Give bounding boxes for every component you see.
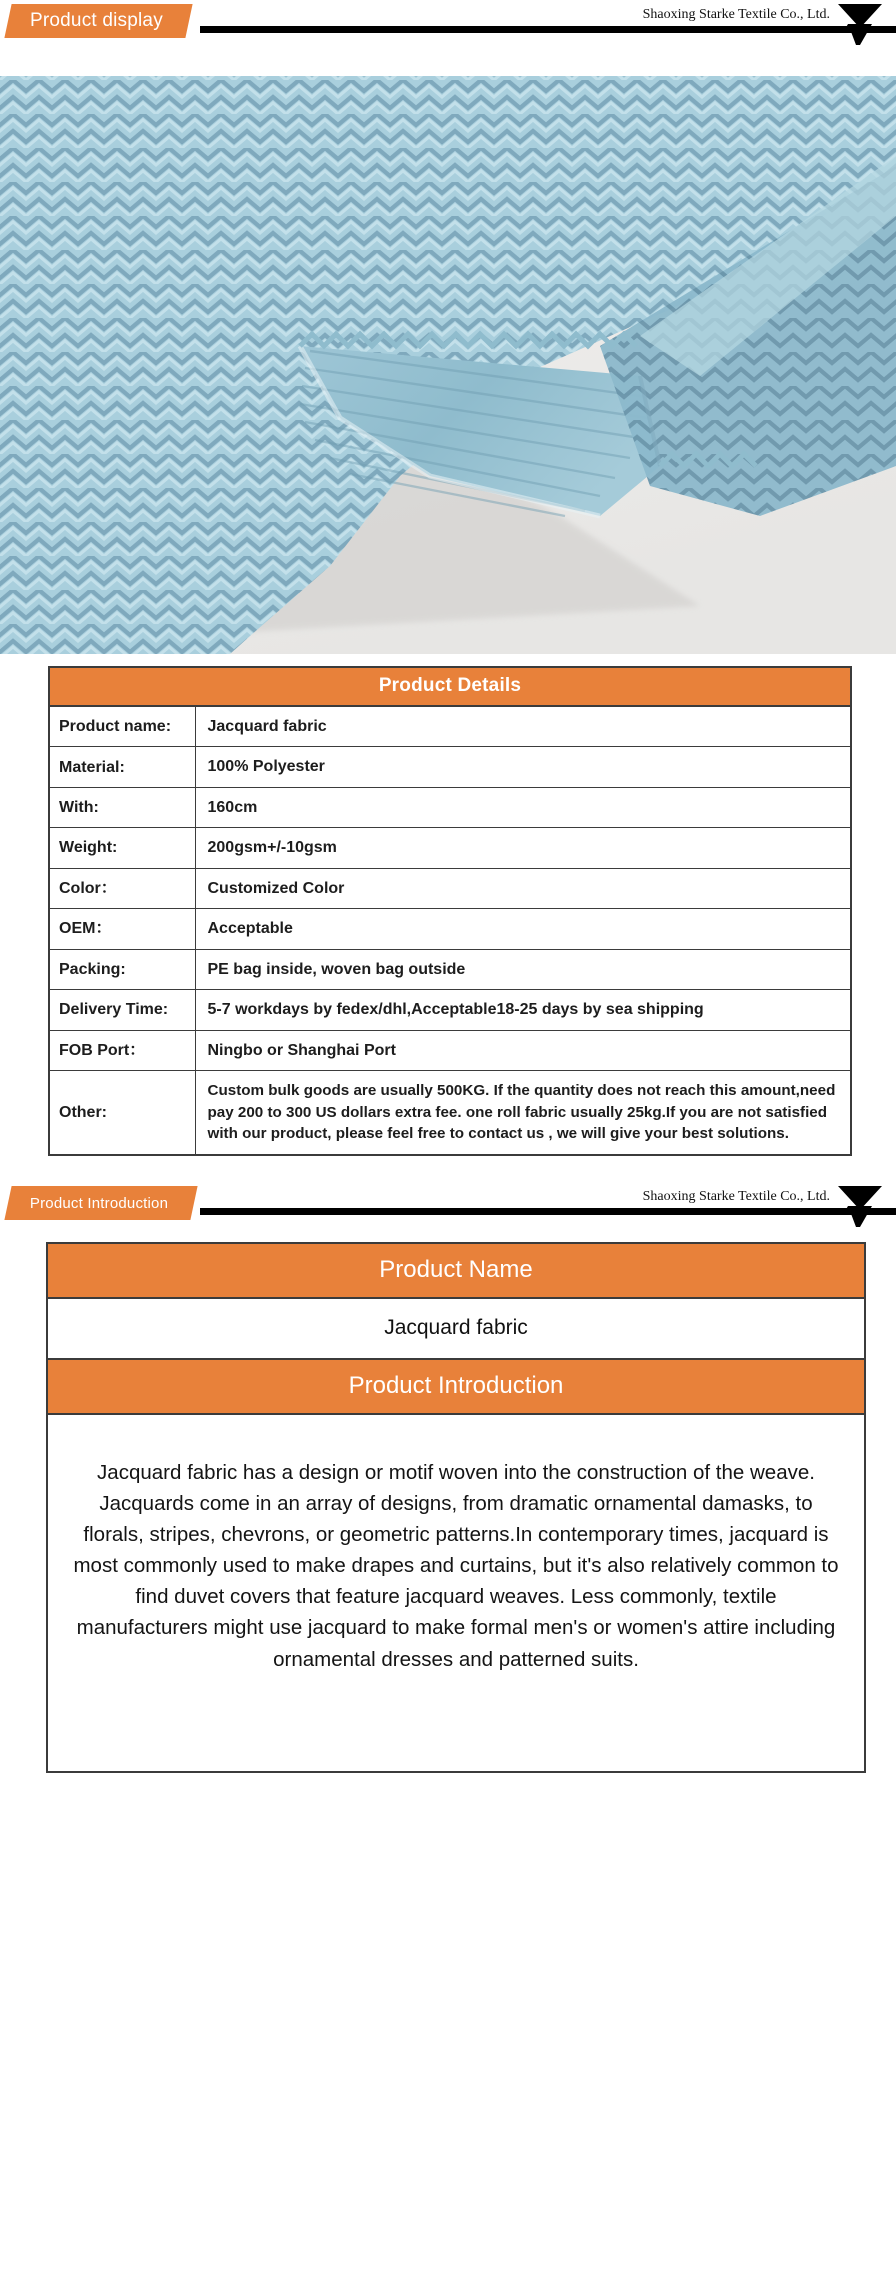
product-details-header: Product Details: [49, 667, 851, 706]
detail-key: Other:: [49, 1070, 195, 1154]
detail-value: Acceptable: [195, 909, 851, 949]
table-row: [49, 990, 851, 1030]
product-details-table: [48, 666, 852, 1156]
detail-value: 5-7 workdays by fedex/dhl,Acceptable18-25 days by sea shipping: [195, 990, 851, 1030]
detail-key: FOB Port：: [49, 1030, 195, 1070]
triangle-v-logo-icon: [832, 1184, 888, 1228]
detail-key: Packing:: [49, 949, 195, 989]
product-name-value: Jacquard fabric: [48, 1299, 864, 1360]
product-introduction-header: Product Introduction: [48, 1360, 864, 1415]
detail-value: 200gsm+/-10gsm: [195, 828, 851, 868]
detail-key: Material:: [49, 747, 195, 787]
detail-value: Jacquard fabric: [195, 706, 851, 747]
banner-tag-product-display: [4, 4, 192, 38]
product-introduction-text: Jacquard fabric has a design or motif woven into the construction of the weave. Jacquards come in an array of designs, from dramatic ornamental damasks, to florals, stripes, chevrons, or geometric patterns.In contemporary times, jacquard is most commonly used to make drapes and curtains, but it's also relatively common to find duvet covers that feature jacquard weaves. Less commonly, textile manufacturers might use jacquard to make formal men's or women's attire including ornamental dresses and patterned suits.: [73, 1460, 839, 1671]
detail-value: Customized Color: [195, 868, 851, 908]
banner-tag-label: Product Introduction: [30, 1194, 169, 1212]
table-row: [49, 747, 851, 787]
product-image: [0, 46, 896, 654]
product-details-section: [0, 654, 896, 1156]
table-row: [49, 868, 851, 908]
table-row: [49, 828, 851, 868]
company-name: Shaoxing Starke Textile Co., Ltd.: [642, 7, 830, 22]
table-row: [49, 949, 851, 989]
triangle-v-logo-icon: [832, 2, 888, 46]
product-introduction-section: [0, 1228, 896, 1773]
table-header-row: [49, 667, 851, 706]
product-image-svg: [0, 46, 896, 654]
banner-product-display: [0, 0, 896, 46]
banner-rule: [200, 1208, 896, 1215]
detail-value: PE bag inside, woven bag outside: [195, 949, 851, 989]
detail-key: With:: [49, 787, 195, 827]
company-name: Shaoxing Starke Textile Co., Ltd.: [642, 1188, 830, 1204]
banner-rule: [200, 26, 896, 33]
detail-key: OEM：: [49, 909, 195, 949]
banner-tag-product-introduction: [4, 1186, 197, 1220]
product-introduction-body: [48, 1415, 864, 1771]
detail-value: Ningbo or Shanghai Port: [195, 1030, 851, 1070]
detail-value: 100% Polyester: [195, 747, 851, 787]
table-row: [49, 706, 851, 747]
detail-key: Delivery Time:: [49, 990, 195, 1030]
banner-tag-label: Product display: [30, 10, 163, 31]
table-row: [49, 909, 851, 949]
product-name-header: Product Name: [48, 1244, 864, 1299]
banner-product-introduction: [0, 1182, 896, 1228]
table-row: [49, 1070, 851, 1154]
detail-key: Product name:: [49, 706, 195, 747]
detail-value: 160cm: [195, 787, 851, 827]
table-row: [49, 787, 851, 827]
detail-key: Weight:: [49, 828, 195, 868]
product-introduction-box: [46, 1242, 866, 1773]
detail-key: Color：: [49, 868, 195, 908]
detail-value: Custom bulk goods are usually 500KG. If the quantity does not reach this amount,need pay 200 to 300 US dollars extra fee. one roll fabric usually 25kg.If you are not satisfied with our product, please feel free to contact us , we will give your best solutions.: [195, 1070, 851, 1154]
table-row: [49, 1030, 851, 1070]
